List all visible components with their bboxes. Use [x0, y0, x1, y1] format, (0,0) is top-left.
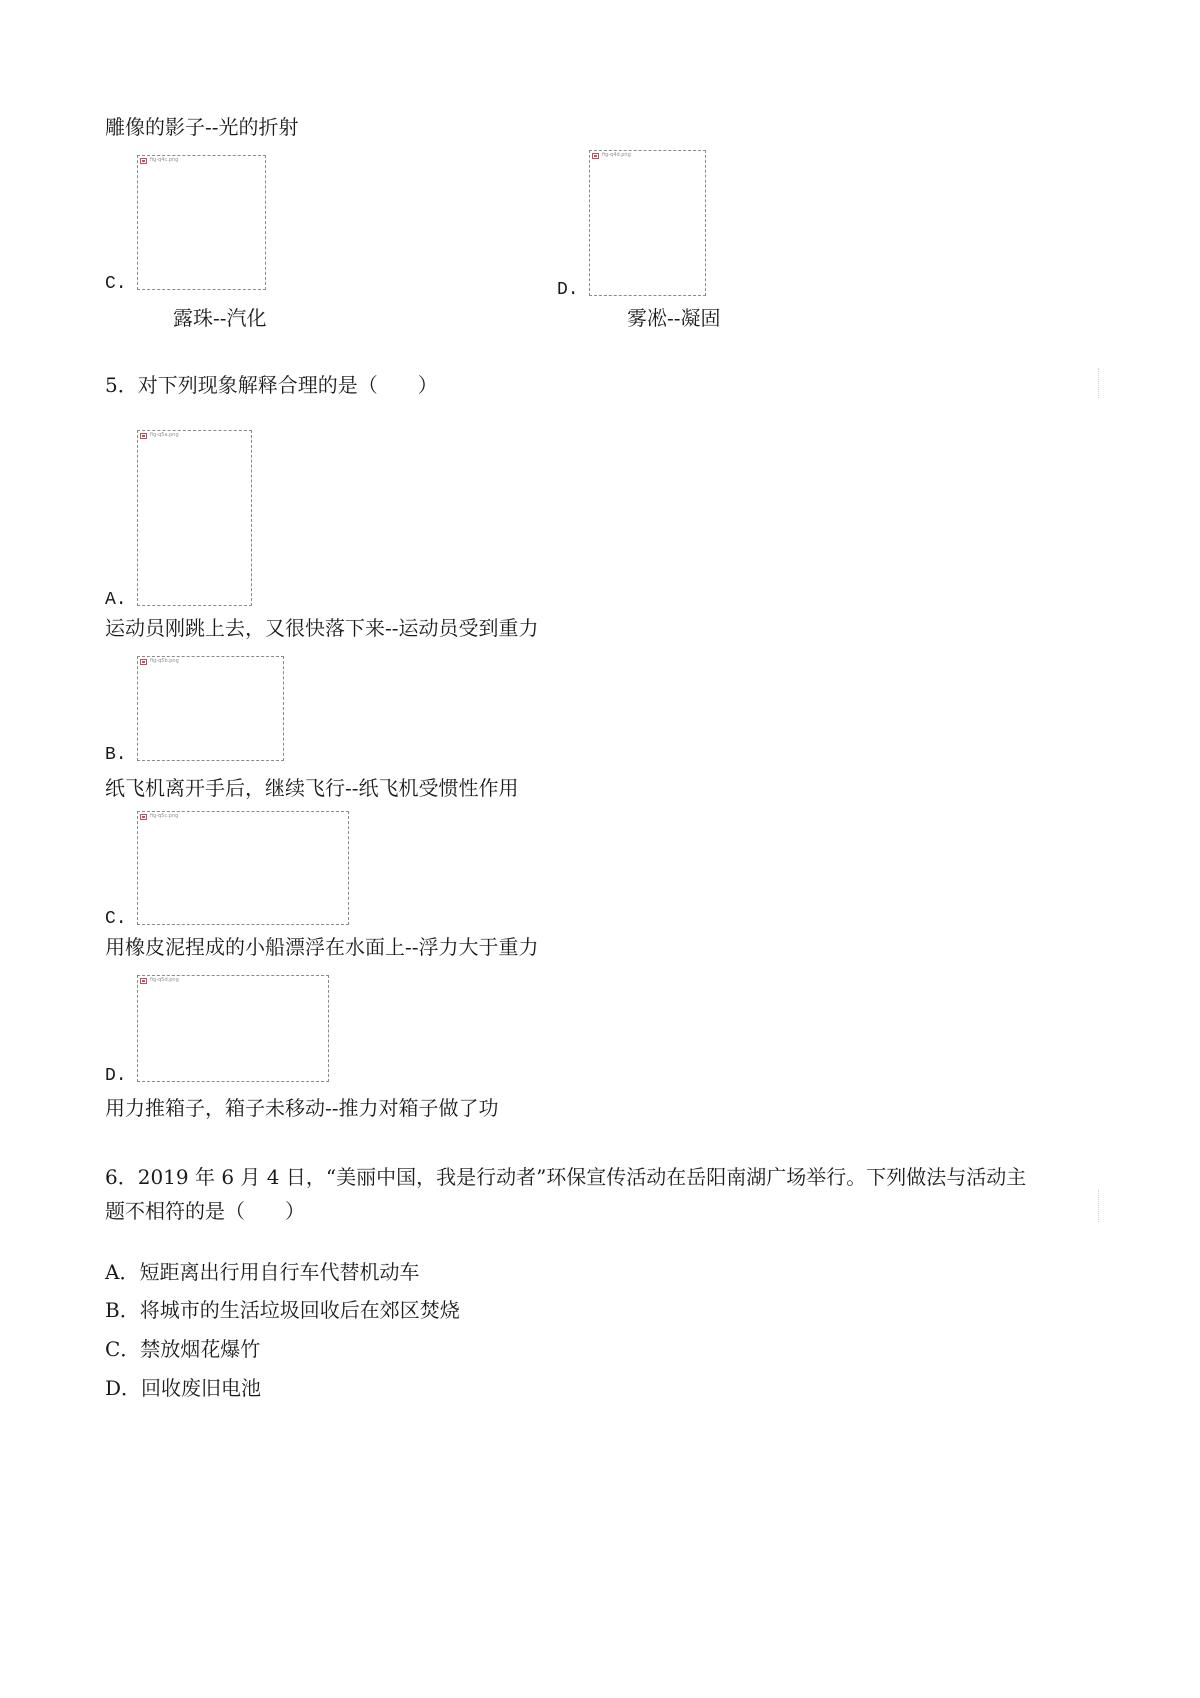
- q6-option-d: D．回收废旧电池: [105, 1376, 262, 1400]
- image-placeholder-caption: fig-q4c.png: [150, 157, 179, 163]
- broken-image-icon: [140, 158, 147, 164]
- q5-option-d-caption: 用力推箱子，箱子未移动--推力对箱子做了功: [105, 1096, 499, 1120]
- q5-option-b-image: [137, 656, 284, 761]
- image-placeholder-caption: fig-q5c.png: [150, 813, 179, 819]
- q5-option-a-caption: 运动员刚跳上去，又很快落下来--运动员受到重力: [105, 616, 539, 640]
- broken-image-icon: [140, 978, 147, 984]
- margin-marker: [1098, 1190, 1099, 1222]
- q5-option-d-label: D.: [105, 1066, 127, 1086]
- q6-option-c: C．禁放烟花爆竹: [105, 1337, 261, 1361]
- image-placeholder-caption: fig-q5b.png: [150, 658, 179, 664]
- q5-stem: 5．对下列现象解释合理的是（ ）: [105, 373, 438, 397]
- q4-option-d-label: D.: [557, 280, 579, 300]
- q4-option-b-caption: 雕像的影子--光的折射: [105, 115, 299, 139]
- q4-option-c-caption: 露珠--汽化: [173, 306, 267, 330]
- q5-option-b-label: B.: [105, 745, 127, 765]
- q6-stem-line2: 题不相符的是（ ）: [105, 1199, 305, 1223]
- broken-image-icon: [140, 814, 147, 820]
- q6-option-b: B．将城市的生活垃圾回收后在郊区焚烧: [105, 1298, 460, 1322]
- q4-option-d-image: [589, 150, 706, 296]
- q6-stem-line1: 6．2019 年 6 月 4 日，“美丽中国，我是行动者”环保宣传活动在岳阳南湖广场举行。下列做法与活动主: [105, 1165, 1027, 1189]
- image-placeholder-caption: fig-q4d.png: [602, 152, 631, 158]
- image-placeholder-caption: fig-q5d.png: [150, 977, 179, 983]
- q4-option-c-label: C.: [105, 274, 127, 294]
- broken-image-icon: [140, 433, 147, 439]
- q5-option-b-caption: 纸飞机离开手后，继续飞行--纸飞机受惯性作用: [105, 776, 519, 800]
- q4-option-c-image: [137, 155, 266, 290]
- q5-option-a-label: A.: [105, 590, 127, 610]
- q6-option-a: A．短距离出行用自行车代替机动车: [105, 1260, 420, 1284]
- broken-image-icon: [592, 153, 599, 159]
- broken-image-icon: [140, 659, 147, 665]
- margin-marker: [1098, 368, 1099, 398]
- image-placeholder-caption: fig-q5a.png: [150, 432, 179, 438]
- q5-option-c-label: C.: [105, 909, 127, 929]
- q5-option-c-caption: 用橡皮泥捏成的小船漂浮在水面上--浮力大于重力: [105, 935, 539, 959]
- q5-option-c-image: [137, 811, 349, 925]
- q4-option-d-caption: 雾凇--凝固: [627, 306, 721, 330]
- q5-option-a-image: [137, 430, 252, 606]
- q5-option-d-image: [137, 975, 329, 1082]
